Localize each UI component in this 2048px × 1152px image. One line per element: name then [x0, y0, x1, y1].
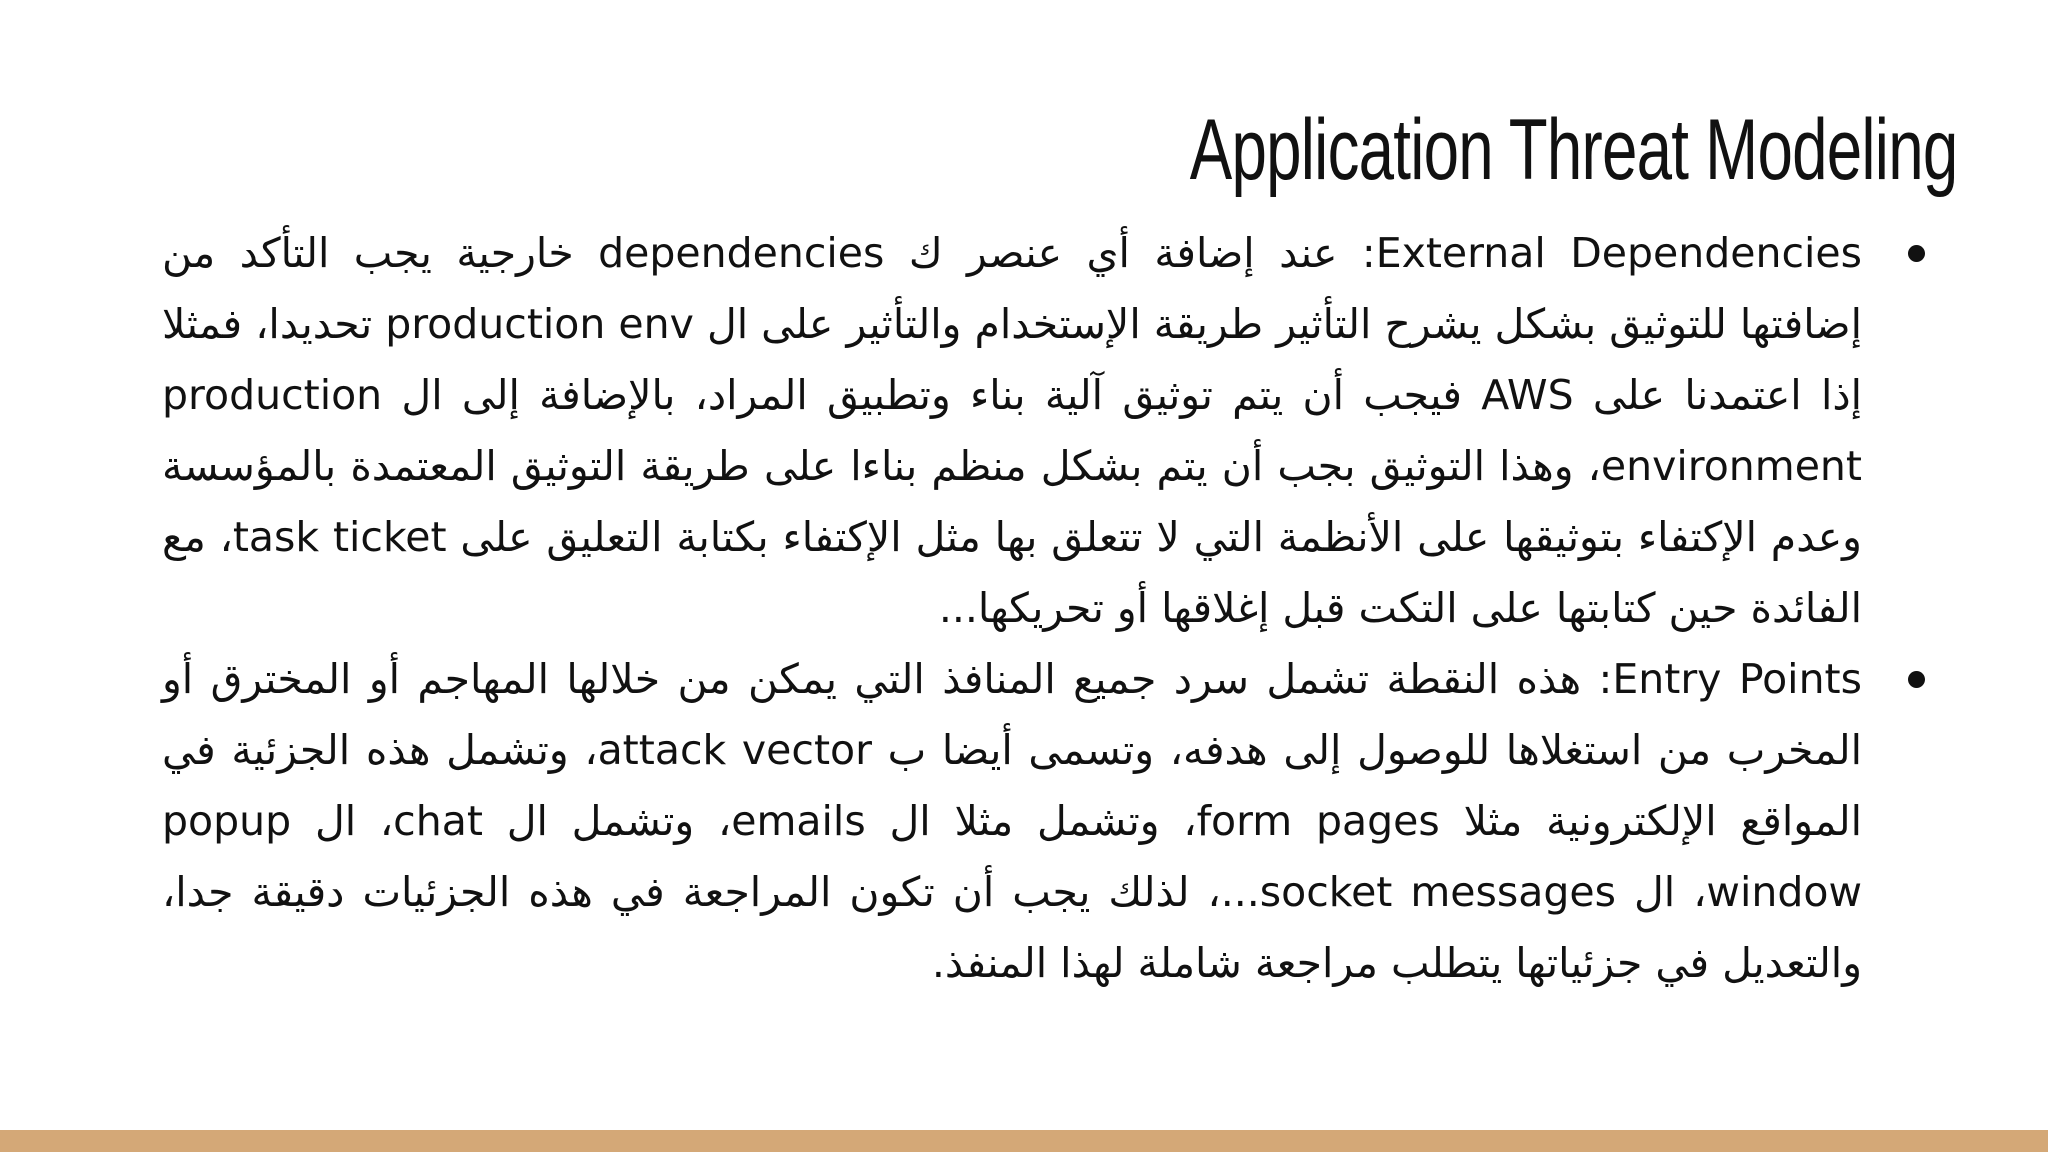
bullet-item-entry-points — [162, 644, 1862, 999]
bullet-text: External Dependencies: عند إضافة أي عنصر ك dependencies خارجية يجب التأكد من إضافتها للتوثيق بشكل يشرح التأثير طريقة الإستخدام والتأثير على ال production env تحديدا، فمثلا إذا اعتمدنا على AWS فيجب أن يتم توثيق آلية بناء وتطبيق المراد، بالإضافة إلى ال production environment، وهذا التوثيق بجب أن يتم بشكل منظم بناءا على طريقة التوثيق المعتمدة بالمؤسسة وعدم الإكتفاء بتوثيقها على الأنظمة التي لا تتعلق بها مثل الإكتفاء بكتابة التعليق على task ticket، مع الفائدة حين كتابتها على التكت قبل إغلاقها أو تحريكها... — [162, 229, 1863, 632]
bullet-dot-icon — [1896, 644, 1936, 715]
slide-title: Application Threat Modeling — [1190, 102, 1958, 198]
bullet-text: Entry Points: هذه النقطة تشمل سرد جميع المنافذ التي يمكن من خلالها المهاجم أو المخترق أو المخرب من استغلاها للوصول إلى هدفه، وتسمى أيضا ب attack vector، وتشمل هذه الجزئية في المواقع الإلكترونية مثلا form pages، وتشمل مثلا ال emails، وتشمل ال chat، ال popup window، ال socket messages...، لذلك يجب أن تكون المراجعة في هذه الجزئيات دقيقة جدا، والتعديل في جزئياتها يتطلب مراجعة شاملة لهذا المنفذ. — [162, 655, 1863, 987]
bullet-dot-icon — [1896, 218, 1936, 289]
footer-accent-bar — [0, 1130, 2048, 1152]
bullet-item-external-dependencies — [162, 218, 1862, 644]
bullet-list — [162, 218, 1862, 999]
